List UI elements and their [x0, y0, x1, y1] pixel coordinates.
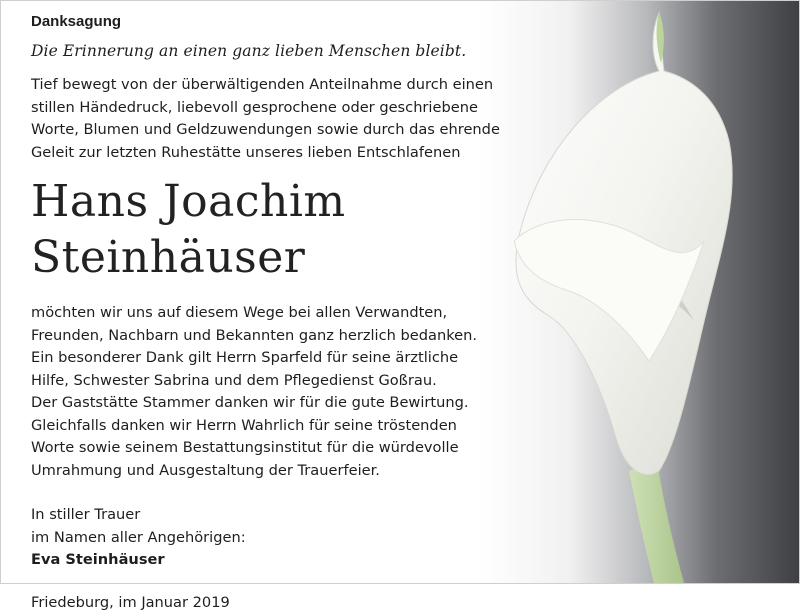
place-date: Friedeburg, im Januar 2019: [31, 593, 230, 611]
deceased-name-line2: Steinhäuser: [31, 232, 306, 283]
notice-heading: Danksagung: [31, 13, 122, 30]
notice-motto: Die Erinnerung an einen ganz lieben Menschen bleibt.: [31, 42, 467, 60]
intro-paragraph: Tief bewegt von der überwältigenden Anteilnahme durch einen stillen Händedruck, liebevoll gesprochene oder geschriebene Worte, Blumen und Geldzuwendungen sowie durch das ehrende Geleit zur letzten Ruhestätte unseres lieben Entschlafenen: [31, 76, 500, 161]
thanks-paragraph: möchten wir uns auf diesem Wege bei allen Verwandten, Freunden, Nachbarn und Bekannten ganz herzlich bedanken. Ein besonderer Dank gilt Herrn Sparfeld für seine ärztliche Hilfe, Schwester Sabrina und dem Pflegedienst Goßrau. Der Gaststätte Stammer danken wir für die gute Bewirtung. Gleichfalls danken wir Herrn Wahrlich für seine tröstenden Worte sowie seinem Bestattungsinstitut für die würdevolle Umrahmung und Ausgestaltung der Trauerfeier.: [31, 304, 478, 479]
closing-text: In stiller Trauer im Namen aller Angehörigen:: [31, 506, 246, 546]
notice-text: [31, 13, 551, 611]
signature-block: [31, 504, 551, 572]
signer-name: Eva Steinhäuser: [31, 551, 165, 568]
deceased-name: [31, 174, 551, 286]
deceased-name-line1: Hans Joachim: [31, 176, 346, 227]
